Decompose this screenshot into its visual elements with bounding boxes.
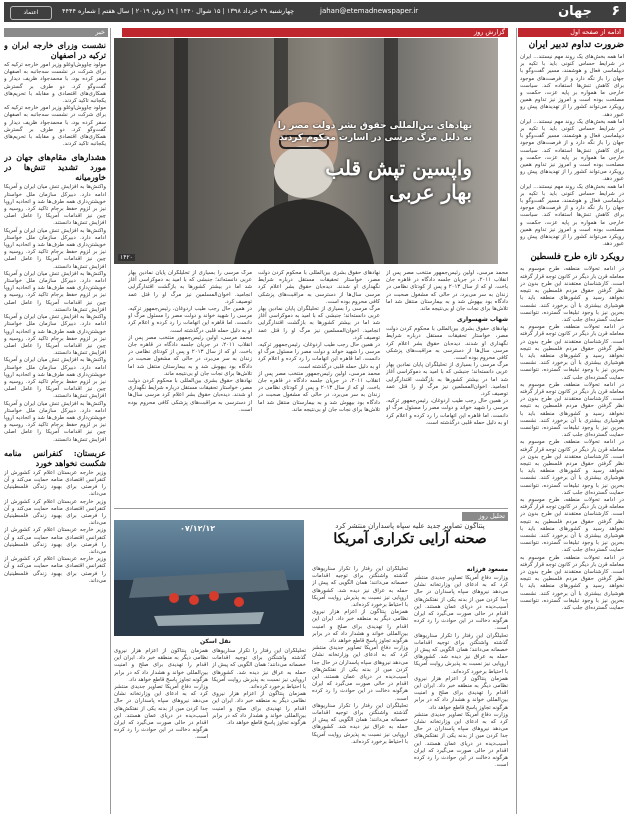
- lead-body-8: محمد مرسی، اولین رئیس‌جمهور منتخب مصر پس از انقلاب ۲۰۱۱، در جریان جلسه دادگاه در قاهره جان باخت. او که از سال ۲۰۱۳ و پس از کودتای نظامی در زندان به سر می‌برد، در حالی که مشغول صحبت در دادگاه بود بیهوش شد و به بیمارستان منتقل شد اما تلاش‌ها برای نجات جان او بی‌نتیجه ماند.: [258, 370, 380, 413]
- bottom-col-1: [414, 566, 508, 814]
- left-body-3c: وزیر خارجه عربستان اعلام کرد کشورش از کنفرانس اقتصادی منامه حمایت می‌کند و آن را فرصتی برای بهبود زندگی فلسطینیان می‌داند.: [4, 527, 106, 555]
- lead-body-7: در همین حال رجب طیب اردوغان، رئیس‌جمهور ترکیه، مرسی را شهید خواند و دولت مصر را مسئول مرگ او دانست. اما قاهره این اتهامات را رد کرده و اعلام کرد او به دلیل حمله قلبی درگذشته است.: [258, 342, 380, 370]
- lead-headline-2: بهار عربی: [389, 180, 472, 204]
- column-divider: [516, 28, 517, 814]
- lead-body-10: در همین حال رجب طیب اردوغان، رئیس‌جمهور ترکیه، مرسی را شهید خواند و دولت مصر را مسئول مرگ او دانست. اما قاهره این اتهامات را رد کرده و اعلام کرد او به دلیل حمله قلبی درگذشته است.: [128, 306, 252, 334]
- left-headline-2: هشدارهای مقام‌های جهان در مورد تشدید تنش‌ها در خاورمیانه: [4, 152, 106, 183]
- right-body-1: اما همه بخش‌های یک روند مهم نیستند... ایران در شرایط حساس کنونی باید با تکیه بر دیپلماسی فعال و هوشمند، مسیر گفت‌وگو با جهان را باز نگه دارد و از فرصت‌های موجود برای کاهش تنش‌ها استفاده کند. سیاست خارجی ما همواره بر پایه عزت، حکمت و مصلحت بوده است و امروز نیز تداوم همین رویکرد می‌تواند کشور را از تهدیدهای پیش رو عبور دهد.: [520, 54, 624, 118]
- cage-bar: [174, 38, 188, 264]
- issue-date: چهارشنبه ۲۹ خرداد ۱۳۹۸ | ۱۵ شوال ۱۴۴۰ | ۱۹ ژوئن ۲۰۱۹ | سال هفتم | شماره ۴۴۴۴: [62, 7, 295, 15]
- bottom-body-11: تحلیلگران این رفتار را تکرار سناریوهای گذشته واشنگتن برای توجیه اقدامات خصمانه می‌دانند؛ همان الگویی که پیش از حمله به عراق نیز دیده شد. کشورهای اروپایی نیز نسبت به پذیرش روایت آمریکا با احتیاط برخورد کرده‌اند.: [212, 648, 306, 691]
- right-sub-body-2: در ادامه تحولات منطقه، طرح موسوم به معامله قرن بار دیگر در کانون توجه قرار گرفته است. کارشناسان معتقدند این طرح بدون در نظر گرفتن حقوق مردم فلسطین به نتیجه نخواهد رسید و کشورهای منطقه باید با هوشیاری بیشتری با آن برخورد کنند. نشست بحرین نیز با وجود تبلیغات گسترده، نتوانست حمایت گسترده‌ای جلب کند.: [520, 324, 624, 381]
- right-sub-headline: رویکرد تازه طرح فلسطین: [530, 252, 624, 263]
- right-sub-body-1: در ادامه تحولات منطقه، طرح موسوم به معامله قرن بار دیگر در کانون توجه قرار گرفته است. کارشناسان معتقدند این طرح بدون در نظر گرفتن حقوق مردم فلسطین به نتیجه نخواهد رسید و کشورهای منطقه باید با هوشیاری بیشتری با آن برخورد کنند. نشست بحرین نیز با وجود تبلیغات گسترده، نتوانست حمایت گسترده‌ای جلب کند.: [520, 266, 624, 323]
- lead-caption: [278, 120, 472, 204]
- bottom-body-12: همزمان پنتاگون از اعزام هزار نیروی نظامی دیگر به منطقه خبر داد. ایران این اقدام را تهدیدی برای صلح و امنیت بین‌المللی خواند و هشدار داد که در برابر هرگونه تجاوز پاسخ قاطع خواهد داد.: [212, 691, 306, 727]
- right-body-3: اما همه بخش‌های یک روند مهم نیستند... ایران در شرایط حساس کنونی باید با تکیه بر دیپلماسی فعال و هوشمند، مسیر گفت‌وگو با جهان را باز نگه دارد و از فرصت‌های موجود برای کاهش تنش‌ها استفاده کند. سیاست خارجی ما همواره بر پایه عزت، حکمت و مصلحت بوده است و امروز نیز تداوم همین رویکرد می‌تواند کشور را از تهدیدهای پیش رو عبور دهد.: [520, 183, 624, 248]
- bottom-kicker: پنتاگون تصاویر جدید علیه سپاه پاسداران منتشر کرد: [335, 522, 485, 530]
- right-sub-body-3: در ادامه تحولات منطقه، طرح موسوم به معامله قرن بار دیگر در کانون توجه قرار گرفته است. کارشناسان معتقدند این طرح بدون در نظر گرفتن حقوق مردم فلسطین به نتیجه نخواهد رسید و کشورهای منطقه باید با هوشیاری بیشتری با آن برخورد کنند. نشست بحرین نیز با وجود تبلیغات گسترده، نتوانست حمایت گسترده‌ای جلب کند.: [520, 381, 624, 439]
- right-column-ribbon: ادامه از صفحه اول: [518, 28, 624, 37]
- left-body-2f: واکنش‌ها به افزایش تنش میان ایران و آمریکا ادامه دارد. دبیرکل سازمان ملل خواستار خویشتن‌داری همه طرف‌ها شد و اتحادیه اروپا نیز بر لزوم حفظ برجام تاکید کرد. روسیه و چین نیز اقدامات آمریکا را عامل اصلی افزایش تنش‌ها دانستند.: [4, 400, 106, 443]
- bottom-body-4: وزارت دفاع آمریکا تصاویر جدیدی منتشر کرد که به ادعای این وزارتخانه نشان می‌دهد نیروهای سپاه پاسداران در حال جدا کردن مین از بدنه یکی از نفتکش‌های آسیب‌دیده در دریای عمان هستند. این اقدام در حالی صورت می‌گیرد که ایران هرگونه دخالت در این حوادث را رد کرده است.: [414, 711, 508, 769]
- left-body-2c: واکنش‌ها به افزایش تنش میان ایران و آمریکا ادامه دارد. دبیرکل سازمان ملل خواستار خویشتن‌داری همه طرف‌ها شد و اتحادیه اروپا نیز بر لزوم حفظ برجام تاکید کرد. روسیه و چین نیز اقدامات آمریکا را عامل اصلی افزایش تنش‌ها دانستند.: [4, 270, 106, 313]
- left-body-3b: وزیر خارجه عربستان اعلام کرد کشورش از کنفرانس اقتصادی منامه حمایت می‌کند و آن را فرصتی برای بهبود زندگی فلسطینیان می‌داند.: [4, 498, 106, 527]
- lead-article-col-2: [258, 270, 380, 506]
- bottom-col-2: [312, 566, 408, 814]
- photo-caption: نقل اسکن: [200, 638, 231, 645]
- right-sub-body-6: در ادامه تحولات منطقه، طرح موسوم به معامله قرن بار دیگر در کانون توجه قرار گرفته است. کارشناسان معتقدند این طرح بدون در نظر گرفتن حقوق مردم فلسطین به نتیجه نخواهد رسید و کشورهای منطقه باید با هوشیاری بیشتری با آن برخورد کنند. نشست بحرین نیز با وجود تبلیغات گسترده، نتوانست حمایت گسترده‌ای جلب کند.: [520, 554, 624, 612]
- left-body-2d: واکنش‌ها به افزایش تنش میان ایران و آمریکا ادامه دارد. دبیرکل سازمان ملل خواستار خویشتن‌داری همه طرف‌ها شد و اتحادیه اروپا نیز بر لزوم حفظ برجام تاکید کرد. روسیه و چین نیز اقدامات آمریکا را عامل اصلی افزایش تنش‌ها دانستند.: [4, 314, 106, 357]
- bottom-body-3: همزمان پنتاگون از اعزام هزار نیروی نظامی دیگر به منطقه خبر داد. ایران این اقدام را تهدیدی برای صلح و امنیت بین‌المللی خواند و هشدار داد که در برابر هرگونه تجاوز پاسخ قاطع خواهد داد.: [414, 675, 508, 711]
- lead-body-2: نهادهای حقوق بشری بین‌المللی با محکوم کردن دولت مصر، خواستار تحقیقات مستقل درباره شرایط نگهداری او شدند. دیده‌بان حقوق بشر اعلام کرد مرسی سال‌ها از دسترسی به مراقبت‌های پزشکی کافی محروم بوده است.: [386, 326, 508, 362]
- bottom-body-8: تحلیلگران این رفتار را تکرار سناریوهای گذشته واشنگتن برای توجیه اقدامات خصمانه می‌دانند؛ همان الگویی که پیش از حمله به عراق نیز دیده شد. کشورهای اروپایی نیز نسبت به پذیرش روایت آمریکا با احتیاط برخورد کرده‌اند.: [312, 702, 408, 745]
- bottom-col-4: [212, 648, 306, 814]
- bottom-body-6: همزمان پنتاگون از اعزام هزار نیروی نظامی دیگر به منطقه خبر داد. ایران این اقدام را تهدیدی برای صلح و امنیت بین‌المللی خواند و هشدار داد که در برابر هرگونه تجاوز پاسخ قاطع خواهد داد.: [312, 609, 408, 645]
- left-body-2e: واکنش‌ها به افزایش تنش میان ایران و آمریکا ادامه دارد. دبیرکل سازمان ملل خواستار خویشتن‌داری همه طرف‌ها شد و اتحادیه اروپا نیز بر لزوم حفظ برجام تاکید کرد. روسیه و چین نیز اقدامات آمریکا را عامل اصلی افزایش تنش‌ها دانستند.: [4, 357, 106, 400]
- bottom-headline: صحنه آرایی تکراری آمریکا: [333, 531, 487, 547]
- section-title: جهان: [558, 4, 592, 19]
- bottom-body-7: وزارت دفاع آمریکا تصاویر جدیدی منتشر کرد که به ادعای این وزارتخانه نشان می‌دهد نیروهای سپاه پاسداران در حال جدا کردن مین از بدنه یکی از نفتکش‌های آسیب‌دیده در دریای عمان هستند. این اقدام در حالی صورت می‌گیرد که ایران هرگونه دخالت در این حوادث را رد کرده است.: [312, 645, 408, 702]
- lead-subcaption-1: نهادهای بین‌المللی حقوق بشر دولت مصر را: [277, 121, 472, 131]
- column-divider: [110, 28, 111, 814]
- lead-headline-1: واپسین تپش قلب: [325, 156, 472, 180]
- bottom-col-3: [114, 648, 208, 814]
- left-body-1b: مولود چاووش‌اوغلو وزیر امور خارجه ترکیه که برای شرکت در نشست سه‌جانبه به اصفهان سفر کرده بود، با محمدجواد ظریف دیدار و گفت‌وگو کرد. دو طرف بر گسترش همکاری‌های اقتصادی و مقابله با تحریم‌های یکجانبه تاکید کردند.: [4, 105, 106, 148]
- left-body-1: مولود چاووش‌اوغلو وزیر امور خارجه ترکیه که برای شرکت در نشست سه‌جانبه به اصفهان سفر کرده بود، با محمدجواد ظریف دیدار و گفت‌وگو کرد. دو طرف بر گسترش همکاری‌های اقتصادی و مقابله با تحریم‌های یکجانبه تاکید کردند.: [4, 62, 106, 105]
- left-body-3: وزیر خارجه عربستان اعلام کرد کشورش از کنفرانس اقتصادی منامه حمایت می‌کند و آن را فرصتی برای بهبود زندگی فلسطینیان می‌داند.: [4, 469, 106, 498]
- right-headline: ضرورت تداوم تدبیر ایران: [528, 40, 624, 50]
- bottom-headline-block: [312, 522, 508, 562]
- left-headline-1: نشست وزرای خارجه ایران و ترکیه در اصفهان: [4, 40, 106, 60]
- newspaper-logo: اعتماد: [10, 6, 52, 20]
- lead-body-5: نهادهای حقوق بشری بین‌المللی با محکوم کردن دولت مصر، خواستار تحقیقات مستقل درباره شرایط نگهداری او شدند. دیده‌بان حقوق بشر اعلام کرد مرسی سال‌ها از دسترسی به مراقبت‌های پزشکی کافی محروم بوده است.: [258, 270, 380, 305]
- left-body-2: واکنش‌ها به افزایش تنش میان ایران و آمریکا ادامه دارد. دبیرکل سازمان ملل خواستار خویشتن‌داری همه طرف‌ها شد و اتحادیه اروپا نیز بر لزوم حفظ برجام تاکید کرد. روسیه و چین نیز اقدامات آمریکا را عامل اصلی افزایش تنش‌ها دانستند.: [4, 184, 106, 227]
- left-body-3d: وزیر خارجه عربستان اعلام کرد کشورش از کنفرانس اقتصادی منامه حمایت می‌کند و آن را فرصتی برای بهبود زندگی فلسطینیان می‌داند.: [4, 556, 106, 584]
- right-column: [520, 40, 624, 814]
- left-column-ribbon: خبر: [4, 28, 108, 37]
- bottom-body-10: وزارت دفاع آمریکا تصاویر جدیدی منتشر کرد که به ادعای این وزارتخانه نشان می‌دهد نیروهای سپاه پاسداران در حال جدا کردن مین از بدنه یکی از نفتکش‌های آسیب‌دیده در دریای عمان هستند. این اقدام در حالی صورت می‌گیرد که ایران هرگونه دخالت در این حوادث را رد کرده است.: [114, 684, 208, 741]
- lead-body-6: مرگ مرسی را بسیاری از تحلیلگران پایان نمادین بهار عربی دانسته‌اند؛ جنبشی که با امید به دموکراسی آغاز شد اما در بیشتر کشورها به بازگشت اقتدارگرایی انجامید. اخوان‌المسلمین نیز مرگ او را قتل عمد توصیف کرد.: [258, 306, 380, 341]
- bottom-body-5: تحلیلگران این رفتار را تکرار سناریوهای گذشته واشنگتن برای توجیه اقدامات خصمانه می‌دانند؛ همان الگویی که پیش از حمله به عراق نیز دیده شد. کشورهای اروپایی نیز نسبت به پذیرش روایت آمریکا با احتیاط برخورد کرده‌اند.: [312, 566, 408, 609]
- bottom-byline: مسعود فرزانه: [466, 566, 508, 573]
- section-email[interactable]: jahan@etemadnewspaper.ir: [320, 7, 419, 15]
- bottom-body-9: همزمان پنتاگون از اعزام هزار نیروی نظامی دیگر به منطقه خبر داد. ایران این اقدام را تهدیدی برای صلح و امنیت بین‌المللی خواند و هشدار داد که در برابر هرگونه تجاوز پاسخ قاطع خواهد داد.: [114, 648, 208, 683]
- right-sub-body-4: در ادامه تحولات منطقه، طرح موسوم به معامله قرن بار دیگر در کانون توجه قرار گرفته است. کارشناسان معتقدند این طرح بدون در نظر گرفتن حقوق مردم فلسطین به نتیجه نخواهد رسید و کشورهای منطقه باید با هوشیاری بیشتری با آن برخورد کنند. نشست بحرین نیز با وجود تبلیغات گسترده، نتوانست حمایت گسترده‌ای جلب کند.: [520, 439, 624, 496]
- lead-body-9: مرگ مرسی را بسیاری از تحلیلگران پایان نمادین بهار عربی دانسته‌اند؛ جنبشی که با امید به دموکراسی آغاز شد اما در بیشتر کشورها به بازگشت اقتدارگرایی انجامید. اخوان‌المسلمین نیز مرگ او را قتل عمد توصیف کرد.: [128, 270, 252, 305]
- lead-subcaption-2: به دلیل مرگ مرسی در اسارت محکوم کردند: [279, 133, 472, 143]
- tanker-photo-graphic: [114, 520, 304, 636]
- page-number: ۶: [611, 3, 620, 19]
- right-body-2: اما همه بخش‌های یک روند مهم نیستند... ایران در شرایط حساس کنونی باید با تکیه بر دیپلماسی فعال و هوشمند، مسیر گفت‌وگو با جهان را باز نگه دارد و از فرصت‌های موجود برای کاهش تنش‌ها استفاده کند. سیاست خارجی ما همواره بر پایه عزت، حکمت و مصلحت بوده است و امروز نیز تداوم همین رویکرد می‌تواند کشور را از تهدیدهای پیش رو عبور دهد.: [520, 118, 624, 183]
- left-headline-3: عربستان: کنفرانس منامه شکست نخواهد خورد: [4, 447, 106, 468]
- lead-article-col-3: [128, 270, 252, 506]
- bottom-body-2: تحلیلگران این رفتار را تکرار سناریوهای گذشته واشنگتن برای توجیه اقدامات خصمانه می‌دانند؛ همان الگویی که پیش از حمله به عراق نیز دیده شد. کشورهای اروپایی نیز نسبت به پذیرش روایت آمریکا با احتیاط برخورد کرده‌اند.: [414, 632, 508, 675]
- lead-photo: [114, 38, 498, 264]
- lead-body-4: در همین حال رجب طیب اردوغان، رئیس‌جمهور ترکیه، مرسی را شهید خواند و دولت مصر را مسئول مرگ او دانست. اما قاهره این اتهامات را رد کرده و اعلام کرد او به دلیل حمله قلبی درگذشته است.: [386, 398, 508, 426]
- tanker-photo: [114, 520, 304, 636]
- lead-body-1: محمد مرسی، اولین رئیس‌جمهور منتخب مصر پس از انقلاب ۲۰۱۱، در جریان جلسه دادگاه در قاهره جان باخت. او که از سال ۲۰۱۳ و پس از کودتای نظامی در زندان به سر می‌برد، در حالی که مشغول صحبت در دادگاه بود بیهوش شد و به بیمارستان منتقل شد اما تلاش‌ها برای نجات جان او بی‌نتیجه ماند.: [386, 270, 508, 313]
- photo-credit: ۱۴۲۰: [120, 254, 133, 261]
- left-column: [4, 40, 106, 814]
- lead-body-11: محمد مرسی، اولین رئیس‌جمهور منتخب مصر پس از انقلاب ۲۰۱۱، در جریان جلسه دادگاه در قاهره جان باخت. او که از سال ۲۰۱۳ و پس از کودتای نظامی در زندان به سر می‌برد، در حالی که مشغول صحبت در دادگاه بود بیهوش شد و به بیمارستان منتقل شد اما تلاش‌ها برای نجات جان او بی‌نتیجه ماند.: [128, 334, 252, 377]
- lead-article-col-1: [386, 270, 508, 506]
- lead-body-3: مرگ مرسی را بسیاری از تحلیلگران پایان نمادین بهار عربی دانسته‌اند؛ جنبشی که با امید به دموکراسی آغاز شد اما در بیشتر کشورها به بازگشت اقتدارگرایی انجامید. اخوان‌المسلمین نیز مرگ او را قتل عمد توصیف کرد.: [386, 362, 508, 398]
- photo-timestamp: ۰۷/۱۲/۱۲: [180, 524, 216, 533]
- left-body-2b: واکنش‌ها به افزایش تنش میان ایران و آمریکا ادامه دارد. دبیرکل سازمان ملل خواستار خویشتن‌داری همه طرف‌ها شد و اتحادیه اروپا نیز بر لزوم حفظ برجام تاکید کرد. روسیه و چین نیز اقدامات آمریکا را عامل اصلی افزایش تنش‌ها دانستند.: [4, 227, 106, 270]
- bottom-body-1: وزارت دفاع آمریکا تصاویر جدیدی منتشر کرد که به ادعای این وزارتخانه نشان می‌دهد نیروهای سپاه پاسداران در حال جدا کردن مین از بدنه یکی از نفتکش‌های آسیب‌دیده در دریای عمان هستند. این اقدام در حالی صورت می‌گیرد که ایران هرگونه دخالت در این حوادث را رد کرده است.: [414, 575, 508, 632]
- right-sub-body-5: در ادامه تحولات منطقه، طرح موسوم به معامله قرن بار دیگر در کانون توجه قرار گرفته است. کارشناسان معتقدند این طرح بدون در نظر گرفتن حقوق مردم فلسطین به نتیجه نخواهد رسید و کشورهای منطقه باید با هوشیاری بیشتری با آن برخورد کنند. نشست بحرین نیز با وجود تبلیغات گسترده، نتوانست حمایت گسترده‌ای جلب کند.: [520, 496, 624, 554]
- lead-body-12: نهادهای حقوق بشری بین‌المللی با محکوم کردن دولت مصر، خواستار تحقیقات مستقل درباره شرایط نگهداری او شدند. دیده‌بان حقوق بشر اعلام کرد مرسی سال‌ها از دسترسی به مراقبت‌های پزشکی کافی محروم بوده است.: [128, 378, 252, 413]
- lead-ribbon: گزارش روز: [122, 28, 508, 37]
- lead-byline: شهاب شهسواری: [457, 316, 508, 324]
- bottom-ribbon: تحلیل روز: [462, 512, 508, 521]
- page-header: [4, 2, 626, 22]
- horizontal-rule: [114, 508, 508, 509]
